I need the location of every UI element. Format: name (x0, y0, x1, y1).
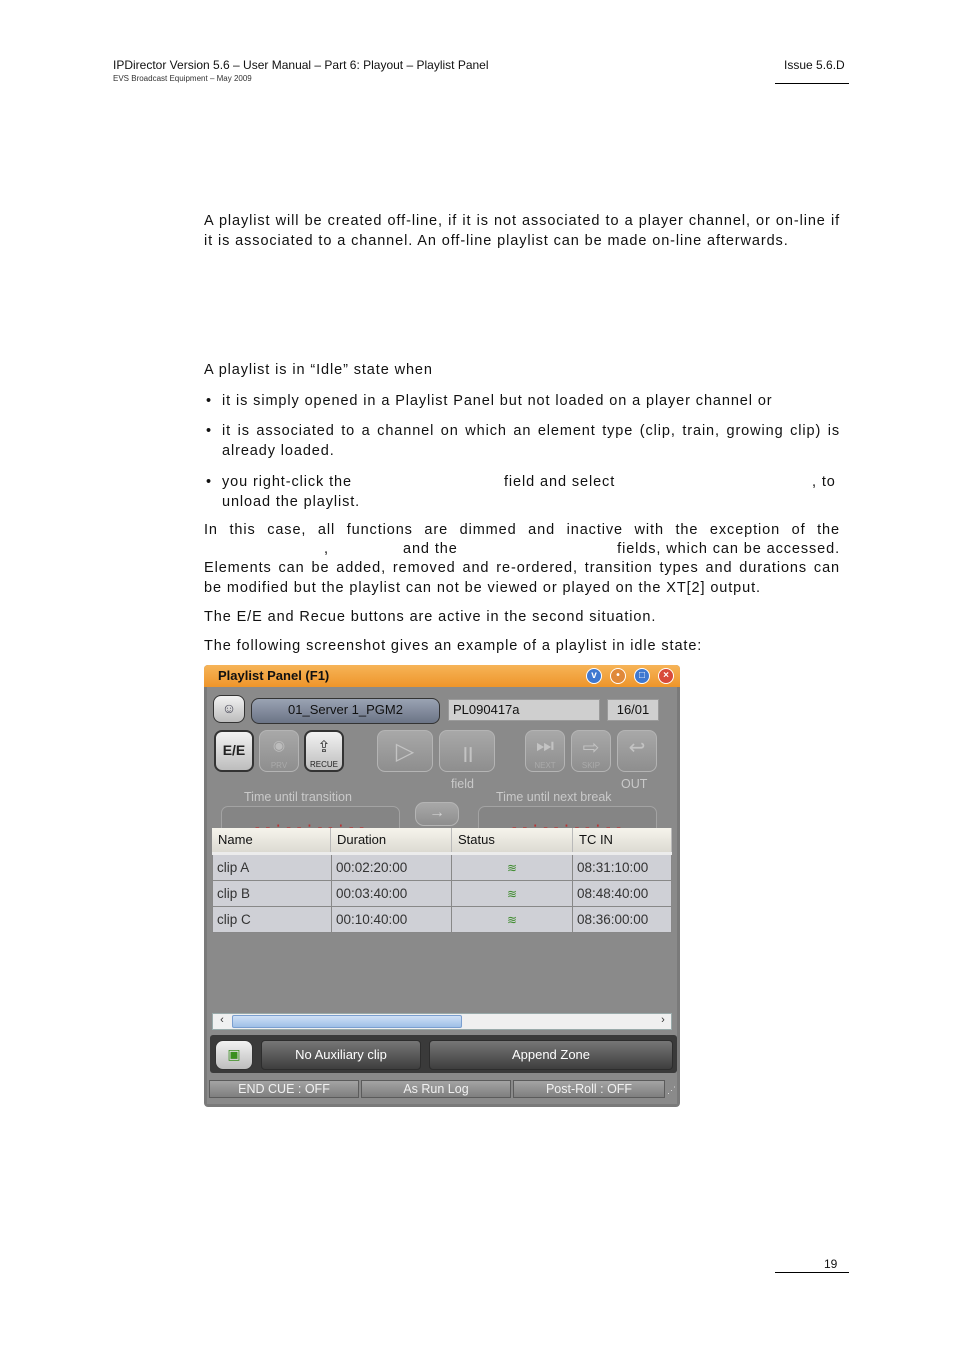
cell-tc-in: 08:31:10:00 (573, 855, 672, 881)
recue-label: RECUE (309, 760, 338, 769)
scroll-right-icon[interactable]: › (661, 1014, 665, 1026)
pause-icon: ॥ (459, 741, 475, 768)
para3-comma: , (324, 541, 329, 557)
eye-icon: ◉ (272, 737, 286, 753)
column-header-tc-in[interactable]: TC IN (573, 828, 672, 852)
bullet-item-1 (204, 392, 840, 412)
bullet-item-2 (204, 422, 840, 462)
out-button[interactable] (617, 730, 657, 772)
bullet-icon: • (206, 474, 212, 490)
bullet-item-3 (204, 473, 840, 513)
paragraph-idle-state: A playlist is in “Idle” state when (204, 362, 433, 378)
paragraph-dimmed-functions (204, 521, 840, 601)
resize-grip-icon[interactable]: ⋰ (667, 1085, 676, 1095)
skip-label: SKIP (581, 761, 601, 770)
para3-fields: fields, which can be accessed. (617, 541, 840, 557)
next-label: NEXT (534, 761, 556, 770)
para3-and-the: and the (403, 541, 458, 557)
counter-field: 16/01 (607, 699, 659, 721)
paragraph-screenshot-intro: The following screenshot gives an example of a playlist in idle state: (204, 638, 703, 654)
cell-duration: 00:10:40:00 (332, 907, 452, 933)
column-header-duration[interactable]: Duration (331, 828, 452, 852)
table-row[interactable] (212, 907, 672, 933)
panel-title-bar (204, 665, 680, 687)
skip-arrow-icon: ⇨ (582, 737, 600, 759)
cell-name: clip B (212, 881, 332, 907)
close-icon[interactable]: × (658, 668, 674, 684)
stack-status-icon: ≋ (506, 861, 518, 875)
field-label: field (451, 777, 474, 791)
footer-rule (775, 1272, 849, 1273)
horizontal-scrollbar[interactable] (212, 1013, 672, 1030)
channel-field[interactable]: 01_Server 1_PGM2 (251, 698, 440, 724)
time-until-transition-label: Time until transition (244, 790, 352, 804)
header-subtitle: EVS Broadcast Equipment – May 2009 (113, 74, 252, 83)
page-number: 19 (824, 1257, 838, 1271)
para3-line1: In this case, all functions are dimmed and inactive with the exception of the (204, 522, 840, 538)
chevron-down-icon[interactable]: v (586, 668, 602, 684)
post-roll-status[interactable]: Post-Roll : OFF (513, 1080, 665, 1098)
bullet3-part-d: unload the playlist. (222, 494, 361, 510)
aux-clip-field[interactable]: No Auxiliary clip (261, 1040, 421, 1070)
arrow-right-icon: → (429, 804, 445, 821)
ee-button[interactable] (214, 730, 254, 772)
out-icon: ↩ (628, 737, 646, 759)
cell-tc-in: 08:36:00:00 (573, 907, 672, 933)
transition-arrow-button[interactable] (415, 802, 459, 826)
aux-clip-icon: ▣ (227, 1046, 241, 1062)
as-run-log-status[interactable]: As Run Log (361, 1080, 511, 1098)
bullet-text: it is simply opened in a Playlist Panel but not loaded on a player channel or (222, 393, 773, 409)
skip-button[interactable] (571, 730, 611, 772)
cell-tc-in: 08:48:40:00 (573, 881, 672, 907)
bullet-text: it is associated to a channel on which an element type (clip, train, growing clip) is already loaded. (222, 423, 840, 459)
panel-body (207, 687, 677, 1104)
play-icon: ▷ (395, 738, 415, 765)
table-row[interactable] (212, 881, 672, 907)
header-title: IPDirector Version 5.6 – User Manual – Part 6: Playout – Playlist Panel (113, 58, 489, 72)
maximize-icon[interactable]: □ (634, 668, 650, 684)
settings-icon[interactable]: • (610, 668, 626, 684)
cell-name: clip C (212, 907, 332, 933)
bullet3-part-b: field and select (504, 474, 616, 490)
scroll-left-icon[interactable]: ‹ (220, 1014, 224, 1026)
para3-rest: Elements can be added, removed and re-ordered, transition types and durations can be modified but the playlist can not be viewed or played on the XT[2] output. (204, 560, 840, 596)
prv-label: PRV (270, 761, 288, 770)
cell-status (452, 881, 573, 907)
cell-duration: 00:03:40:00 (332, 881, 452, 907)
next-button[interactable] (525, 730, 565, 772)
cell-status (452, 855, 573, 881)
issue-label: Issue 5.6.D (784, 58, 845, 72)
user-icon: ☺ (221, 700, 237, 716)
playlist-panel (204, 665, 680, 1107)
playlist-grid (212, 828, 672, 1008)
pause-button[interactable] (439, 730, 495, 772)
stack-status-icon: ≋ (506, 887, 518, 901)
scroll-thumb[interactable] (232, 1015, 462, 1028)
grid-empty-area (212, 933, 672, 1008)
channel-select-button[interactable] (213, 695, 245, 723)
cell-duration: 00:02:20:00 (332, 855, 452, 881)
prv-button[interactable] (259, 730, 299, 772)
stack-status-icon: ≋ (506, 913, 518, 927)
next-icon: ⏭ (536, 735, 554, 757)
cell-status (452, 907, 573, 933)
append-zone[interactable]: Append Zone (429, 1040, 673, 1070)
header-rule (775, 83, 849, 84)
table-row[interactable] (212, 855, 672, 881)
out-label: OUT (621, 777, 648, 791)
recue-icon: ⇪ (317, 739, 331, 756)
panel-title: Playlist Panel (F1) (218, 668, 330, 683)
time-until-next-break-label: Time until next break (496, 790, 612, 804)
ee-label: E/E (222, 742, 246, 758)
end-cue-status[interactable]: END CUE : OFF (209, 1080, 359, 1098)
bullet3-part-a: you right-click the (222, 474, 352, 490)
column-header-status[interactable]: Status (452, 828, 573, 852)
cell-name: clip A (212, 855, 332, 881)
play-button[interactable] (377, 730, 433, 772)
bullet3-part-c: , to (812, 474, 836, 490)
aux-clip-button[interactable] (215, 1040, 253, 1070)
bullet-icon: • (206, 423, 212, 439)
bullet-text (222, 473, 840, 493)
paragraph-ee-recue: The E/E and Recue buttons are active in the second situation. (204, 609, 657, 625)
playlist-name-field[interactable]: PL090417a (448, 699, 600, 721)
column-header-name[interactable]: Name (212, 828, 331, 852)
bullet-icon: • (206, 393, 212, 409)
recue-button[interactable] (304, 730, 344, 772)
paragraph-offline-online: A playlist will be created off-line, if it is not associated to a player channel, or on-line if it is associated to a channel. An off-line playlist can be made on-line afterwards. (204, 213, 840, 249)
